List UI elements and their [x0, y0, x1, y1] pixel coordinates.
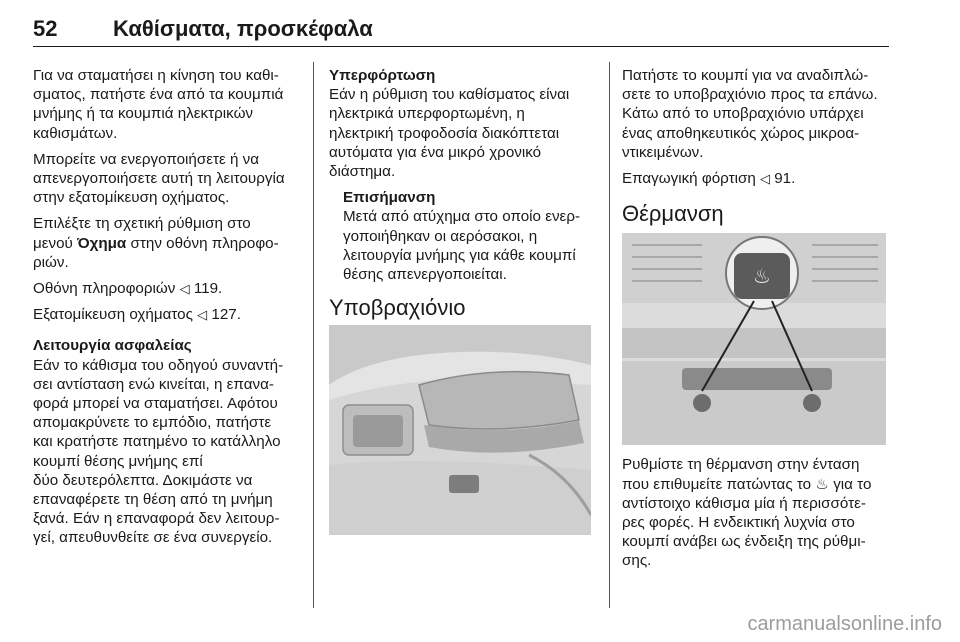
- armrest-photo: [329, 325, 591, 535]
- paragraph: Επιλέξτε τη σχετική ρύθμιση στο μενού Όχημα στην οθόνη πληροφο- ριών.: [33, 215, 279, 271]
- column-2: [329, 66, 601, 535]
- page-header: [33, 12, 889, 47]
- seat-heat-icon: ♨: [815, 475, 829, 493]
- seat-heating-illustration: [622, 233, 886, 445]
- note-heading: Επισήμανση: [343, 189, 436, 207]
- page-title: Καθίσματα, προσκέφαλα: [113, 16, 373, 41]
- menu-name: Όχημα: [77, 234, 127, 252]
- paragraph: Εάν το κάθισμα του οδηγού συναντή- σει αντίσταση ενώ κινείται, η επανα- φορά μπορεί να σταματήσει. Αφότου απομακρύνετε το εμπόδιο, πατήστε και κρατήστε πατημένο το κατάλληλο κουμπί θέσης μνήμης επί δύο δευτερόλεπτα. Δοκιμάστε να επαναφέρετε τη θέση από τη μνήμη ξανά. Εάν η επαναφορά δεν λειτουρ- γεί, απευθυνθείτε σε ένα συνεργείο.: [33, 356, 284, 547]
- column-1: [33, 66, 305, 555]
- section-heading: Υποβραχιόνιο: [329, 295, 466, 321]
- cross-reference[interactable]: Επαγωγική φόρτιση ◁ 91.: [622, 170, 796, 188]
- paragraph: Μπορείτε να ενεργοποιήσετε ή να απενεργοποιήσετε αυτή τη λειτουργία στην εξατομίκευση οχήματος.: [33, 150, 285, 207]
- seat-heat-icon: ♨: [753, 264, 771, 289]
- seat-heating-photo: [622, 233, 886, 445]
- cross-reference[interactable]: Οθόνη πληροφοριών ◁ 119.: [33, 280, 223, 298]
- paragraph: Για να σταματήσει η κίνηση του καθι- σματος, πατήστε ένα από τα κουμπιά μνήμης ή τα κουμπιά ηλεκτρικών καθισμάτων.: [33, 67, 284, 142]
- section-subheading: Υπερφόρτωση: [329, 67, 436, 84]
- section-subheading: Λειτουργία ασφαλείας: [33, 337, 192, 355]
- column-divider: [313, 62, 314, 608]
- page-ref-icon: ◁: [179, 281, 190, 297]
- watermark: carmanualsonline.info: [747, 613, 942, 635]
- column-divider: [609, 62, 610, 608]
- page-ref-icon: ◁: [760, 171, 770, 187]
- paragraph: Ρυθμίστε τη θέρμανση στην ένταση που επιθυμείτε πατώντας το ♨ για το αντίστοιχο κάθισμα μία ή περισσότε- ρες φορές. Η ενδεικτική λυχνία στο κουμπί ανάβει ως ένδειξη της ρύθμι- σης.: [622, 456, 872, 570]
- section-heading: Θέρμανση: [622, 201, 724, 227]
- note-text: Μετά από ατύχημα στο οποίο ενερ- γοποιήθηκαν οι αερόσακοι, η λειτουργία μνήμης για κάθε κουμπί θέσης απενεργοποιείται.: [343, 208, 581, 284]
- armrest-illustration: [329, 325, 591, 535]
- paragraph: Πατήστε το κουμπί για να αναδιπλώ- σετε το υποβραχιόνιο προς τα επάνω. Κάτω από το υποβραχιόνιο υπάρχει ένας αποθηκευτικός χώρος μικροα- ντικειμένων.: [622, 67, 878, 161]
- cross-reference[interactable]: Εξατομίκευση οχήματος ◁ 127.: [33, 306, 241, 324]
- page-ref-icon: ◁: [197, 307, 208, 323]
- page-number: 52: [33, 16, 58, 41]
- paragraph: Εάν η ρύθμιση του καθίσματος είναι ηλεκτρικά υπερφορτωμένη, η ηλεκτρική τροφοδοσία διακόπτεται αυτόματα για ένα μικρό χρονικό διάστημα.: [329, 86, 570, 181]
- note-box: [343, 188, 601, 284]
- column-3: [622, 66, 894, 578]
